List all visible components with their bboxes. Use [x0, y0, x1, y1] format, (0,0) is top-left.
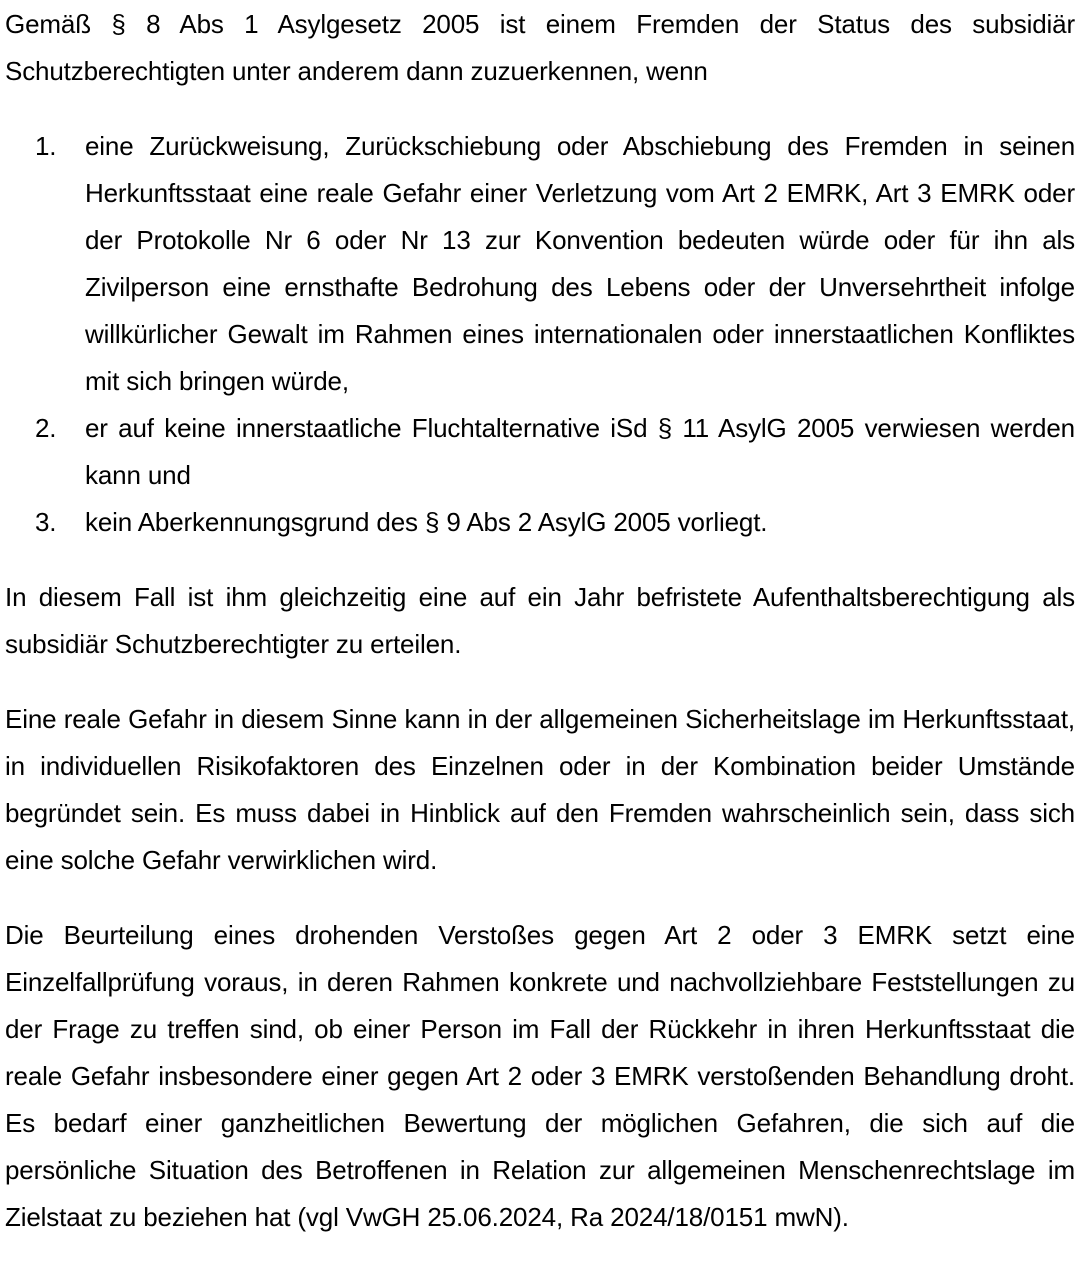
list-item-text: kein Aberkennungsgrund des § 9 Abs 2 AsylG 2005 vorliegt.: [85, 507, 768, 537]
list-item-number: 3.: [35, 507, 57, 537]
list-item: [35, 123, 1075, 405]
list-item-number: 1.: [35, 131, 57, 161]
list-item-number: 2.: [35, 413, 57, 443]
body-paragraph: Eine reale Gefahr in diesem Sinne kann in der allgemeinen Sicherheitslage im Herkunftsstaat, in individuellen Risikofaktoren des Einzelnen oder in der Kombination beider Umstände begründet sein. Es muss dabei in Hinblick auf den Fremden wahrscheinlich sein, dass sich eine solche Gefahr verwirklichen wird.: [5, 704, 1075, 875]
conditions-list: [35, 123, 1075, 546]
intro-paragraph: Gemäß § 8 Abs 1 Asylgesetz 2005 ist einem Fremden der Status des subsidiär Schutzberechtigten unter anderem dann zuzuerkennen, wenn: [5, 9, 1075, 86]
list-item-text: er auf keine innerstaatliche Fluchtalternative iSd § 11 AsylG 2005 verwiesen werden kann und: [85, 413, 1075, 490]
body-paragraph: Die Beurteilung eines drohenden Verstoßes gegen Art 2 oder 3 EMRK setzt eine Einzelfallprüfung voraus, in deren Rahmen konkrete und nachvollziehbare Feststellungen zu der Frage zu treffen sind, ob einer Person im Fall der Rückkehr in ihren Herkunftsstaat die reale Gefahr insbesondere einer gegen Art 2 oder 3 EMRK verstoßenden Behandlung droht. Es bedarf einer ganzheitlichen Bewertung der möglichen Gefahren, die sich auf die persönliche Situation des Betroffenen in Relation zur allgemeinen Menschenrechtslage im Zielstaat zu beziehen hat (vgl VwGH 25.06.2024, Ra 2024/18/0151 mwN).: [5, 920, 1075, 1232]
list-item: [35, 405, 1075, 499]
list-item: [35, 499, 1075, 546]
body-paragraph: In diesem Fall ist ihm gleichzeitig eine auf ein Jahr befristete Aufenthaltsberechtigung als subsidiär Schutzberechtigter zu erteilen.: [5, 582, 1075, 659]
list-item-text: eine Zurückweisung, Zurückschiebung oder Abschiebung des Fremden in seinen Herkunftsstaat eine reale Gefahr einer Verletzung vom Art 2 EMRK, Art 3 EMRK oder der Protokolle Nr 6 oder Nr 13 zur Konvention bedeuten würde oder für ihn als Zivilperson eine ernsthafte Bedrohung des Lebens oder der Unversehrtheit infolge willkürlicher Gewalt im Rahmen eines internationalen oder innerstaatlichen Konfliktes mit sich bringen würde,: [85, 131, 1075, 396]
